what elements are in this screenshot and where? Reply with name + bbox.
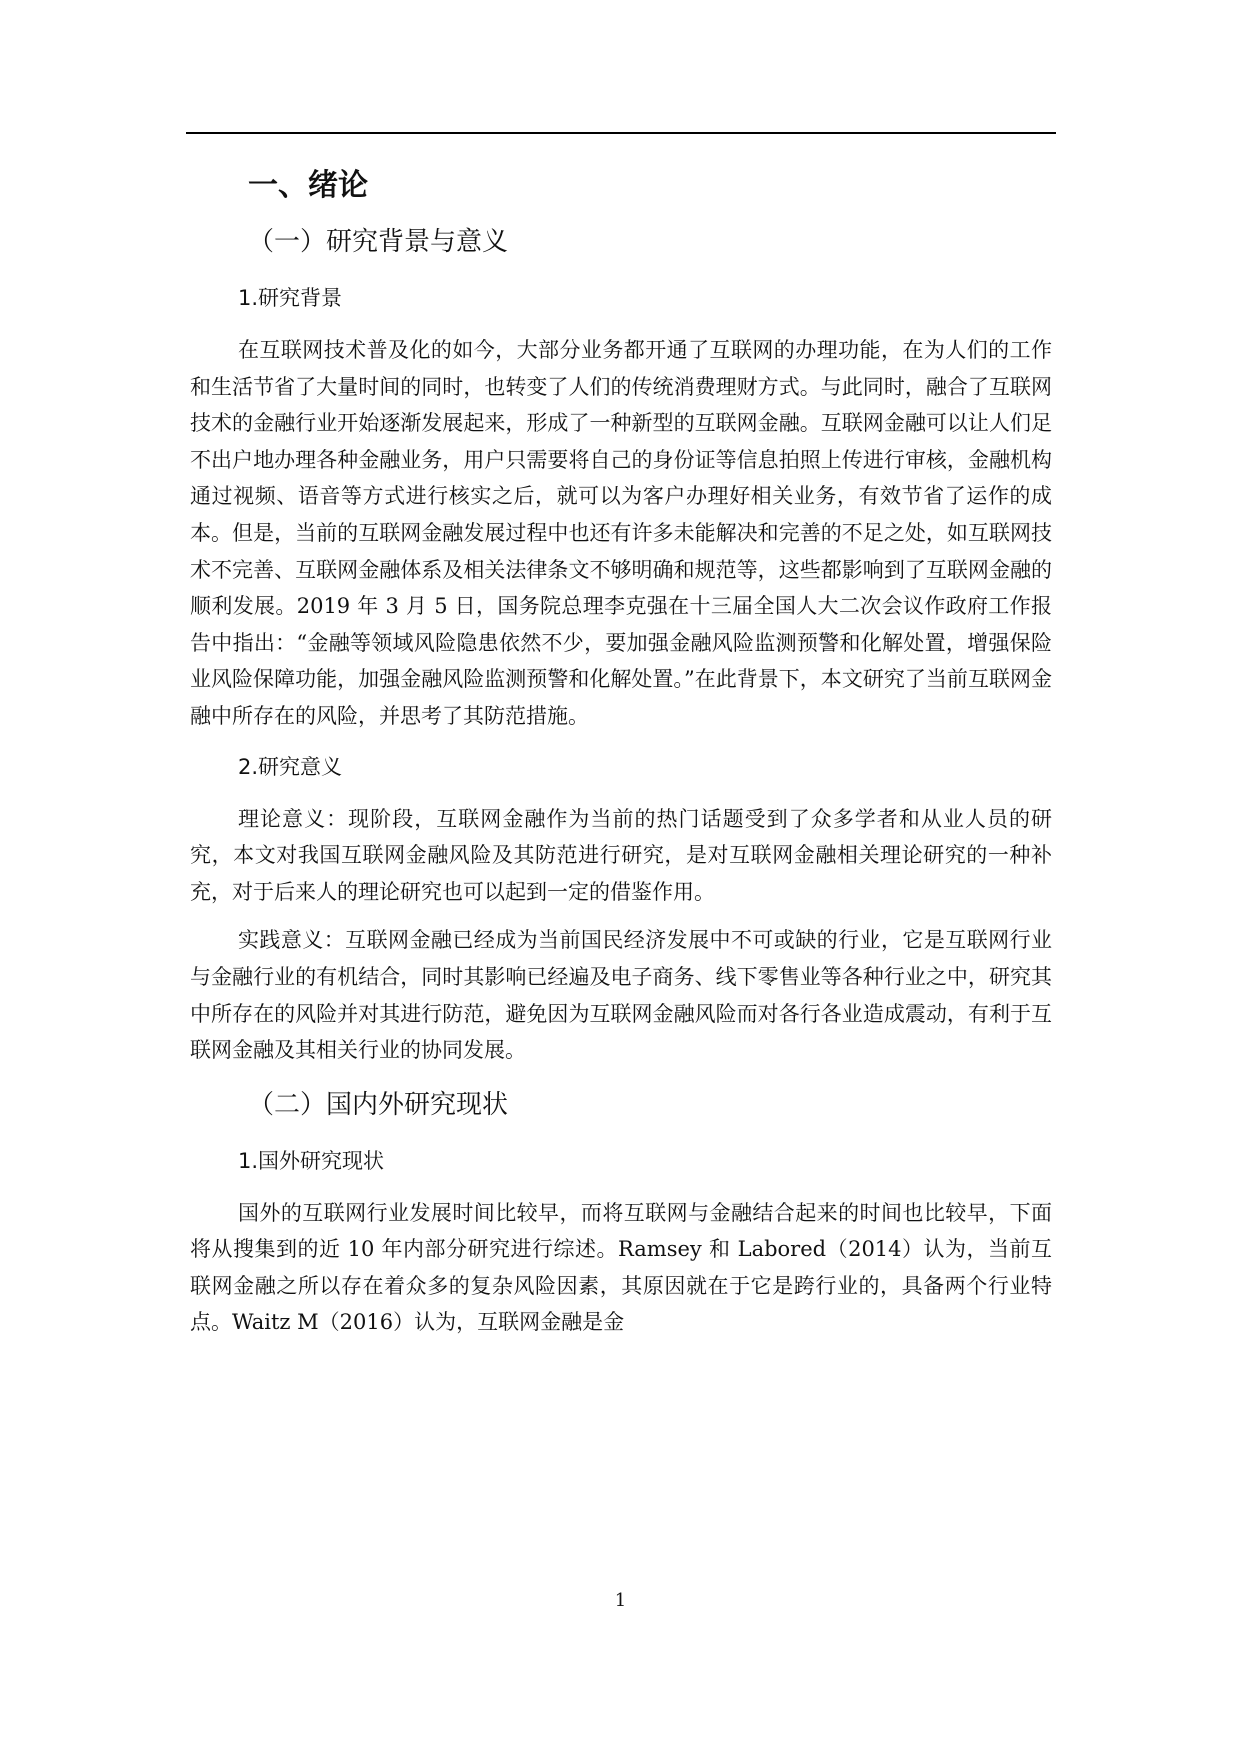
section-title-research-status: （二）国内外研究现状 [248, 1089, 509, 1120]
chapter-title: 一、绪论 [248, 168, 368, 203]
paragraph-background: 在互联网技术普及化的如今，大部分业务都开通了互联网的办理功能，在为人们的工作和生活节省了大量时间的同时，也转变了人们的传统消费理财方式。与此同时，融合了互联网技术的金融行业开始逐渐发展起来，形成了一种新型的互联网金融。互联网金融可以让人们足不出户地办理各种金融业务，用户只需要将自己的身份证等信息拍照上传进行审核，金融机构通过视频、语音等方式进行核实之后，就可以为客户办理好相关业务，有效节省了运作的成本。但是，当前的互联网金融发展过程中也还有许多未能解决和完善的不足之处，如互联网技术不完善、互联网金融体系及相关法律条文不够明确和规范等，这些都影响到了互联网金融的顺利发展。2019 年 3 月 5 日，国务院总理李克强在十三届全国人大二次会议作政府工作报告中指出：“金融等领域风险隐患依然不少，要加强金融风险监测预警和化解处置，增强保险业风险保障功能，加强金融风险监测预警和化解处置。”在此背景下，本文研究了当前互联网金融中所存在的风险，并思考了其防范措施。 [190, 338, 1052, 728]
section-title-background: （一）研究背景与意义 [248, 227, 509, 257]
subsection-title-background: 1.研究背景 [238, 286, 343, 310]
page-body [190, 160, 1052, 1353]
subsection-title-foreign-research: 1.国外研究现状 [238, 1148, 385, 1173]
subsection-title-significance: 2.研究意义 [238, 754, 343, 779]
paragraph-practical-significance: 实践意义：互联网金融已经成为当前国民经济发展中不可或缺的行业，它是互联网行业与金融行业的有机结合，同时其影响已经遍及电子商务、线下零售业等各种行业之中，研究其中所存在的风险并对其进行防范，避免因为互联网金融风险而对各行各业造成震动，有利于互联网金融及其相关行业的协同发展。 [190, 928, 1052, 1063]
page-number: 1 [614, 1590, 627, 1611]
paragraph-foreign-research: 国外的互联网行业发展时间比较早，而将互联网与金融结合起来的时间也比较早，下面将从搜集到的近 10 年内部分研究进行综述。Ramsey 和 Labored（2014）认为，当前互联网金融之所以存在着众多的复杂风险因素，其原因就在于它是跨行业的，具备两个行业特点。Waitz M（2016）认为，互联网金融是金 [190, 1200, 1052, 1335]
header-rule [186, 132, 1056, 134]
paragraph-theoretical-significance: 理论意义：现阶段，互联网金融作为当前的热门话题受到了众多学者和从业人员的研究，本文对我国互联网金融风险及其防范进行研究，是对互联网金融相关理论研究的一种补充，对于后来人的理论研究也可以起到一定的借鉴作用。 [190, 806, 1052, 904]
